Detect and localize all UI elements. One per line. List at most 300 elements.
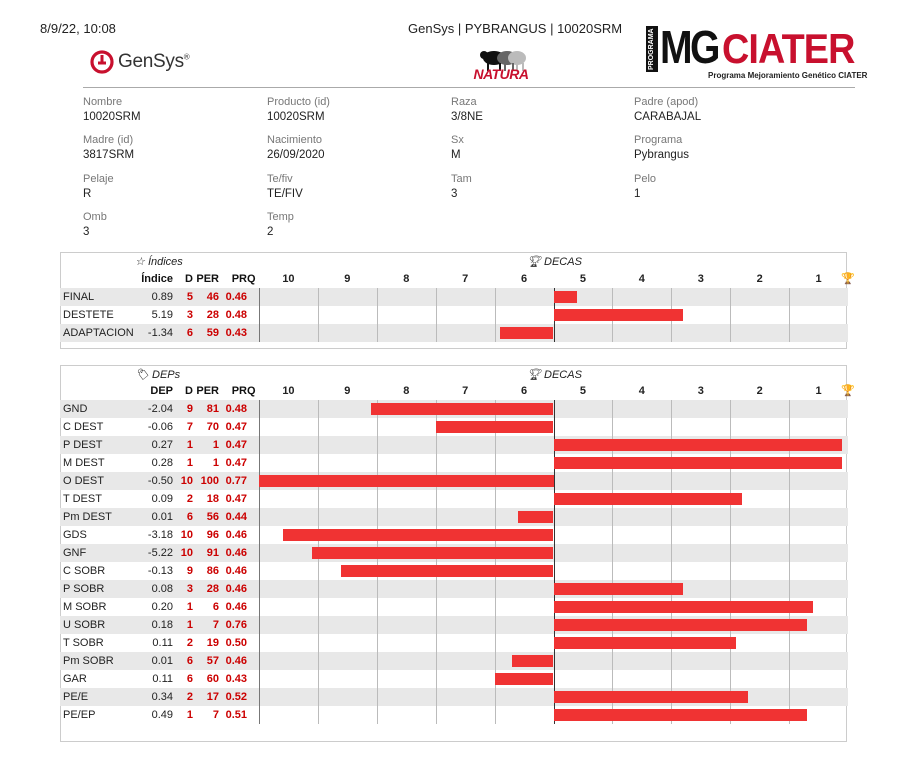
deca-column <box>318 324 377 342</box>
center-line <box>554 418 555 436</box>
deca-column <box>377 508 436 526</box>
deca-column <box>377 652 436 670</box>
row-percentile: 56 <box>193 508 219 526</box>
row-decile: 10 <box>173 544 193 562</box>
row-q <box>247 436 259 454</box>
deca-column <box>436 508 495 526</box>
row-decile: 2 <box>186 637 193 649</box>
row-decile: 2 <box>173 688 193 706</box>
row-value: 0.34 <box>141 688 173 706</box>
row-name: FINAL <box>60 288 141 306</box>
row-chart <box>259 616 848 634</box>
mg-side-band: PROGRAMA <box>646 26 658 72</box>
deca-column <box>671 508 730 526</box>
deca-column <box>259 418 318 436</box>
info-value: 3/8NE <box>451 111 483 123</box>
row-percentile: 7 <box>212 709 219 721</box>
center-line <box>554 508 555 526</box>
row-chart <box>259 580 848 598</box>
column-header: Índice <box>141 273 173 285</box>
row-value: 0.08 <box>141 580 173 598</box>
row-decile: 6 <box>173 324 193 342</box>
deca-column <box>318 652 377 670</box>
row-value: 5.19 <box>151 309 173 321</box>
row-value: -0.13 <box>147 565 173 577</box>
info-field <box>451 134 464 161</box>
deca-column <box>318 616 377 634</box>
info-label: Tam <box>451 173 472 185</box>
row-precision: 0.50 <box>225 637 247 649</box>
column-header: D <box>185 273 193 285</box>
row-percentile: 70 <box>206 421 219 433</box>
row-name: P SOBR <box>60 580 141 598</box>
row-value: -3.18 <box>147 529 173 541</box>
deca-label: 6 <box>520 273 528 285</box>
deca-column <box>259 436 318 454</box>
deca-column <box>495 598 554 616</box>
info-field <box>83 211 107 238</box>
deca-column <box>495 436 554 454</box>
deca-column <box>377 616 436 634</box>
deca-column <box>495 580 554 598</box>
info-field <box>267 211 294 238</box>
table-row <box>60 544 848 562</box>
table-row <box>60 288 848 306</box>
info-label: Te/fiv <box>267 173 293 185</box>
deca-column <box>671 652 730 670</box>
row-name: PE/E <box>60 688 141 706</box>
deca-column <box>377 418 436 436</box>
row-chart <box>259 472 848 490</box>
row-decile: 10 <box>173 472 193 490</box>
deca-column <box>318 706 377 724</box>
row-value: -1.34 <box>141 324 173 342</box>
deca-bar <box>371 403 554 415</box>
table-row <box>60 490 848 508</box>
row-value: 0.28 <box>151 457 173 469</box>
info-label: Nombre <box>83 96 123 108</box>
deca-column <box>789 544 848 562</box>
info-field <box>83 173 114 200</box>
row-value: 0.18 <box>141 616 173 634</box>
table-row <box>60 670 848 688</box>
row-decile: 6 <box>173 652 193 670</box>
deca-column <box>495 288 554 306</box>
deca-column <box>259 324 318 342</box>
row-percentile: 28 <box>193 580 219 598</box>
row-chart <box>259 508 848 526</box>
row-value: 0.20 <box>151 601 173 613</box>
row-precision: 0.47 <box>219 436 247 454</box>
deca-column <box>612 670 671 688</box>
deca-column <box>789 580 848 598</box>
table-row <box>60 688 848 706</box>
deca-column <box>554 418 613 436</box>
row-name: M DEST <box>63 457 105 469</box>
info-label: Pelo <box>634 173 657 185</box>
row-precision: 0.51 <box>225 709 247 721</box>
center-line <box>554 652 555 670</box>
deca-column <box>436 616 495 634</box>
info-field <box>267 96 330 123</box>
deca-column <box>789 418 848 436</box>
row-q <box>247 598 259 616</box>
deca-column <box>377 288 436 306</box>
deca-column <box>554 652 613 670</box>
row-decile: 9 <box>186 565 193 577</box>
deca-column <box>259 400 318 418</box>
center-line <box>554 526 555 544</box>
row-precision: 0.46 <box>219 580 247 598</box>
row-q <box>247 472 259 490</box>
row-decile: 6 <box>173 508 193 526</box>
deca-column <box>436 706 495 724</box>
row-q <box>247 418 259 436</box>
deca-column <box>436 288 495 306</box>
deca-column <box>318 288 377 306</box>
deca-column <box>612 544 671 562</box>
indices-table <box>60 270 855 342</box>
info-label: Pelaje <box>83 173 114 185</box>
deca-column <box>377 436 436 454</box>
info-value: R <box>83 188 92 200</box>
deca-column <box>730 400 789 418</box>
deca-column <box>612 562 671 580</box>
row-chart <box>259 562 848 580</box>
deca-column <box>671 544 730 562</box>
row-decile: 3 <box>186 309 193 321</box>
deca-column <box>671 418 730 436</box>
info-value: 3817SRM <box>83 149 135 161</box>
deca-bar <box>554 601 813 613</box>
row-name: U SOBR <box>60 616 141 634</box>
row-precision: 0.47 <box>225 421 247 433</box>
deca-bar <box>554 637 737 649</box>
deca-column <box>612 288 671 306</box>
deca-column <box>377 580 436 598</box>
info-label: Temp <box>267 211 294 223</box>
table-row <box>60 634 848 652</box>
row-q <box>247 562 259 580</box>
deca-column <box>259 670 318 688</box>
deca-column <box>318 400 377 418</box>
deca-column <box>377 454 436 472</box>
row-value: 0.27 <box>141 436 173 454</box>
deca-column <box>318 454 377 472</box>
center-line <box>554 472 555 490</box>
column-header: Q <box>247 273 256 285</box>
deca-bar <box>554 439 843 451</box>
row-chart <box>259 634 848 652</box>
row-value: 0.49 <box>151 709 173 721</box>
deca-label: 1 <box>815 273 822 285</box>
info-field <box>267 173 303 200</box>
center-line <box>554 544 555 562</box>
deca-column <box>436 670 495 688</box>
deca-column <box>612 508 671 526</box>
row-precision: 0.43 <box>225 673 247 685</box>
row-chart <box>259 436 848 454</box>
row-precision: 0.46 <box>225 565 247 577</box>
row-name: C DEST <box>63 421 104 433</box>
row-name: O DEST <box>60 472 141 490</box>
row-q <box>247 670 259 688</box>
deca-label: 1 <box>815 385 822 397</box>
row-decile: 1 <box>173 436 193 454</box>
deca-column <box>789 526 848 544</box>
deca-column <box>789 400 848 418</box>
deca-column <box>495 616 554 634</box>
deca-bar <box>283 529 554 541</box>
deca-column <box>436 598 495 616</box>
row-name: DESTETE <box>63 309 114 321</box>
row-precision: 0.47 <box>225 457 247 469</box>
deca-column <box>259 562 318 580</box>
deca-column <box>259 634 318 652</box>
deca-column <box>259 454 318 472</box>
row-chart <box>259 598 848 616</box>
row-value: -2.04 <box>141 400 173 418</box>
deca-column <box>436 306 495 324</box>
info-value: 2 <box>267 226 274 238</box>
row-chart <box>259 544 848 562</box>
table-row <box>60 598 848 616</box>
deca-column <box>554 472 613 490</box>
row-name: GAR <box>63 673 87 685</box>
print-date: 8/9/22, 10:08 <box>40 21 116 36</box>
row-q <box>247 706 259 724</box>
column-header <box>60 270 141 288</box>
row-q <box>247 526 259 544</box>
mg-subtitle: Programa Mejoramiento Genético CIATER <box>708 71 868 80</box>
deca-column <box>377 688 436 706</box>
row-percentile: 7 <box>193 616 219 634</box>
deca-column <box>730 472 789 490</box>
info-value: M <box>451 149 461 161</box>
deps-decas-title: 🏆︎ DECAS <box>527 369 582 381</box>
deca-column <box>671 288 730 306</box>
deca-column <box>259 616 318 634</box>
row-precision: 0.46 <box>219 652 247 670</box>
deca-column <box>259 508 318 526</box>
info-label: Madre (id) <box>83 134 134 146</box>
deca-column <box>436 580 495 598</box>
deca-column <box>436 634 495 652</box>
column-header: DEP <box>150 385 173 397</box>
deca-column <box>259 580 318 598</box>
row-decile: 6 <box>186 673 193 685</box>
deca-column <box>259 288 318 306</box>
deca-bar <box>554 493 742 505</box>
row-q <box>247 688 259 706</box>
row-name: Pm SOBR <box>60 652 141 670</box>
row-decile: 3 <box>173 580 193 598</box>
deca-column <box>259 598 318 616</box>
deca-column <box>671 562 730 580</box>
deca-column <box>259 306 318 324</box>
row-q <box>247 580 259 598</box>
deca-column <box>789 508 848 526</box>
deca-column <box>554 670 613 688</box>
row-q <box>247 490 259 508</box>
column-header: PR <box>231 385 247 397</box>
deca-column <box>730 418 789 436</box>
deca-column <box>554 400 613 418</box>
deca-bar <box>554 309 684 321</box>
row-q <box>247 652 259 670</box>
info-label: Programa <box>634 134 683 146</box>
row-percentile: 17 <box>193 688 219 706</box>
deca-label: 4 <box>638 385 645 397</box>
deca-column <box>318 634 377 652</box>
row-chart <box>259 688 848 706</box>
table-row <box>60 562 848 580</box>
row-precision: 0.47 <box>225 493 247 505</box>
deca-column <box>789 324 848 342</box>
info-label: Sx <box>451 134 464 146</box>
row-decile: 1 <box>186 601 193 613</box>
info-field <box>451 173 472 200</box>
deca-column <box>259 688 318 706</box>
row-percentile: 100 <box>193 472 219 490</box>
deca-column <box>318 436 377 454</box>
natura-logo-text: NATURA <box>473 66 529 82</box>
row-name: Pm DEST <box>60 508 141 526</box>
deca-column <box>377 598 436 616</box>
deca-column <box>436 688 495 706</box>
deca-column <box>259 490 318 508</box>
row-chart <box>259 418 848 436</box>
deca-label: 10 <box>282 273 295 285</box>
info-value: 3 <box>83 226 90 238</box>
deca-column <box>671 324 730 342</box>
row-precision: 0.46 <box>219 288 247 306</box>
deca-column <box>318 508 377 526</box>
header-divider <box>83 87 855 88</box>
trophy-icon: 🏆 <box>841 385 855 397</box>
table-row <box>60 400 848 418</box>
deca-column <box>671 670 730 688</box>
deca-column <box>554 526 613 544</box>
deca-column <box>318 688 377 706</box>
column-header: Q <box>247 385 256 397</box>
deca-column <box>612 418 671 436</box>
deca-column <box>789 670 848 688</box>
deca-bar <box>436 421 554 433</box>
deca-column <box>612 400 671 418</box>
row-chart <box>259 454 848 472</box>
row-precision: 0.46 <box>219 544 247 562</box>
row-q <box>247 616 259 634</box>
trophy-icon: 🏆︎ <box>527 369 541 381</box>
row-name: GNF <box>60 544 141 562</box>
deca-label: 8 <box>403 385 410 397</box>
deca-column <box>730 544 789 562</box>
indices-title: ☆ Índices <box>135 256 183 268</box>
deca-column <box>377 324 436 342</box>
info-label: Nacimiento <box>267 134 323 146</box>
info-label: Padre (apod) <box>634 96 699 108</box>
row-name: M SOBR <box>63 601 107 613</box>
gensys-logo <box>90 48 189 76</box>
info-value: Pybrangus <box>634 149 689 161</box>
mg-logo: MG <box>660 21 718 73</box>
deca-column <box>436 490 495 508</box>
row-chart <box>259 706 848 724</box>
row-percentile: 96 <box>206 529 219 541</box>
deca-bar <box>554 291 578 303</box>
deca-column <box>789 490 848 508</box>
deca-column <box>789 652 848 670</box>
row-precision: 0.48 <box>225 309 247 321</box>
deca-column <box>612 472 671 490</box>
info-field <box>634 134 689 161</box>
row-percentile: 46 <box>193 288 219 306</box>
deca-column <box>789 562 848 580</box>
row-chart <box>259 306 848 324</box>
info-label: Omb <box>83 211 107 223</box>
deps-title: 🏷︎ DEPs <box>135 369 181 381</box>
table-row <box>60 652 848 670</box>
row-precision: 0.46 <box>225 601 247 613</box>
deca-column <box>495 634 554 652</box>
table-row <box>60 454 848 472</box>
deca-column <box>436 652 495 670</box>
gensys-logo-text: GenSys® <box>118 51 190 72</box>
row-precision: 0.52 <box>219 688 247 706</box>
deca-label: 3 <box>697 273 704 285</box>
info-field <box>634 173 656 200</box>
info-value: 26/09/2020 <box>267 149 325 161</box>
row-name: C SOBR <box>63 565 106 577</box>
deca-column <box>730 306 789 324</box>
center-line <box>554 400 555 418</box>
deca-label: 3 <box>697 385 704 397</box>
row-name: ADAPTACION <box>60 324 141 342</box>
row-percentile: 60 <box>206 673 219 685</box>
row-chart <box>259 490 848 508</box>
deca-column <box>612 526 671 544</box>
deca-column <box>789 688 848 706</box>
row-chart <box>259 288 848 306</box>
deca-column <box>259 544 318 562</box>
deca-label: 10 <box>282 385 295 397</box>
row-value: 0.89 <box>141 288 173 306</box>
row-q <box>247 508 259 526</box>
deca-column <box>789 472 848 490</box>
center-line <box>554 562 555 580</box>
row-precision: 0.46 <box>225 529 247 541</box>
deca-column <box>730 652 789 670</box>
row-percentile: 86 <box>206 565 219 577</box>
column-header: PER <box>196 273 219 285</box>
info-value: CARABAJAL <box>634 111 702 123</box>
table-row <box>60 324 848 342</box>
table-row <box>60 580 848 598</box>
table-row <box>60 508 848 526</box>
deca-column <box>730 324 789 342</box>
table-row <box>60 616 848 634</box>
row-name: T SOBR <box>63 637 104 649</box>
info-label: Producto (id) <box>267 96 330 108</box>
deca-label: 7 <box>462 385 469 397</box>
deca-column <box>318 490 377 508</box>
row-name: GND <box>60 400 141 418</box>
row-q <box>247 454 259 472</box>
ciater-logo: CIATER <box>722 25 855 72</box>
deca-bar <box>554 583 684 595</box>
row-q <box>247 324 259 342</box>
